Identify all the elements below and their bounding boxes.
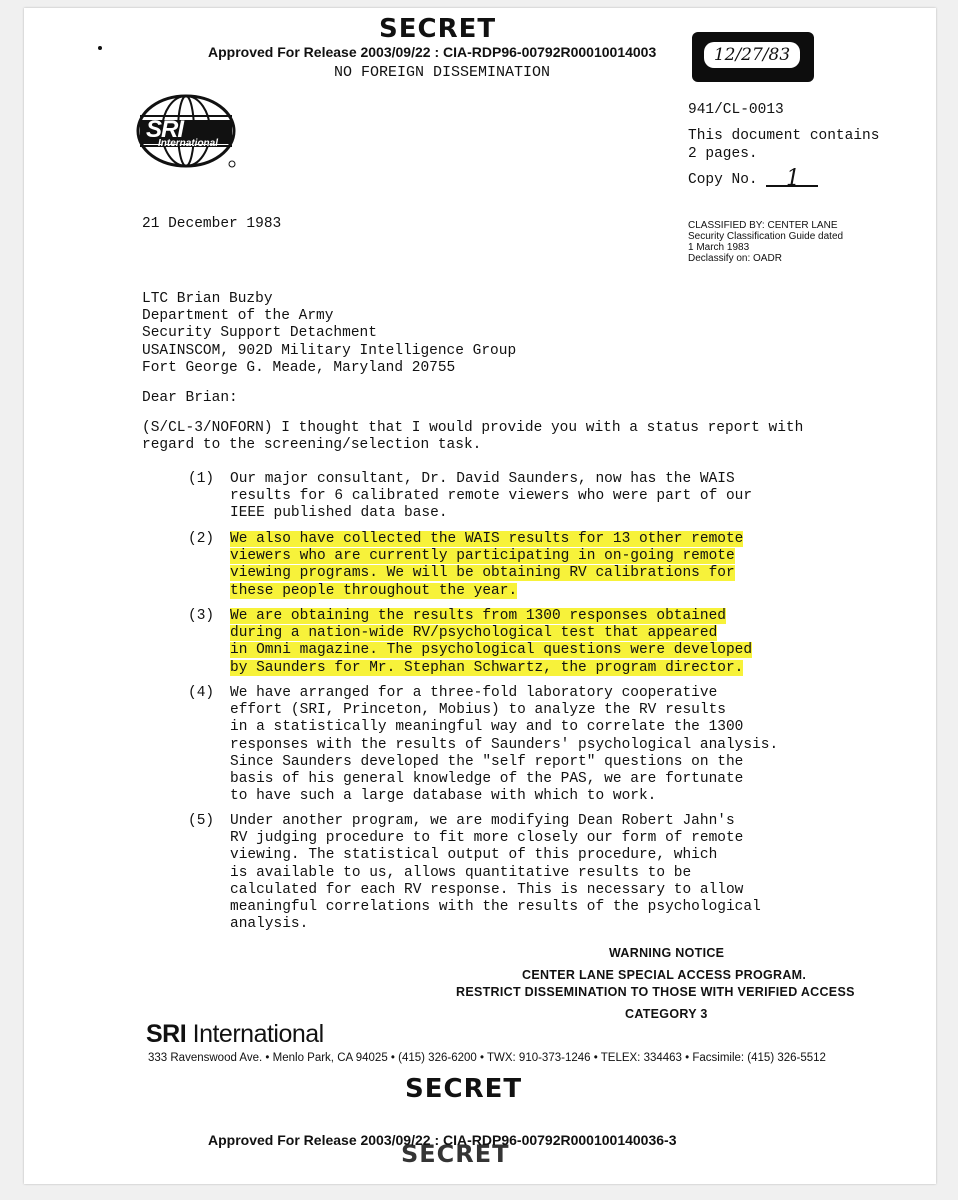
- recipient-line: Security Support Detachment: [142, 325, 377, 342]
- item-line-highlighted: viewers who are currently participating in on-going remote: [230, 548, 735, 565]
- recipient-line: Department of the Army: [142, 308, 334, 325]
- item-number-4: (4): [188, 685, 215, 701]
- intro-line: regard to the screening/selection task.: [142, 437, 482, 454]
- item-line: effort (SRI, Princeton, Mobius) to analyze the RV results: [230, 702, 726, 719]
- item-line: IEEE published data base.: [230, 505, 448, 522]
- footer-address: 333 Ravenswood Ave. • Menlo Park, CA 94025 • (415) 326-6200 • TWX: 910-373-1246 • TELEX: 334463 • Facsimile: (415) 326-5512: [148, 1052, 826, 1064]
- approved-release-bottom: Approved For Release 2003/09/22 : CIA-RDP96-00792R000100140036-3: [208, 1132, 677, 1148]
- document-contains-line2: 2 pages.: [688, 146, 758, 162]
- item-line: Since Saunders developed the "self report" questions on the: [230, 753, 744, 770]
- item-line-highlighted: during a nation-wide RV/psychological test that appeared: [230, 625, 718, 642]
- item-line-highlighted: We are obtaining the results from 1300 responses obtained: [230, 608, 726, 624]
- item-line: in a statistically meaningful way and to correlate the 1300: [230, 719, 744, 736]
- classified-line2: Security Classification Guide dated: [688, 231, 844, 242]
- secret-stamp-bottom: SECRET: [405, 1074, 523, 1104]
- item-number-1: (1): [188, 471, 215, 487]
- item-number-5: (5): [188, 813, 215, 829]
- item-text-3: [230, 608, 752, 677]
- item-line-highlighted: these people throughout the year.: [230, 582, 518, 599]
- secret-stamp-bottom-overlap: SECRET: [401, 1140, 510, 1168]
- intro-paragraph: [142, 420, 803, 454]
- item-line: Our major consultant, Dr. David Saunders, now has the WAIS: [230, 471, 735, 487]
- logo-text-sri: SRI: [146, 116, 184, 143]
- margin-dot: [98, 46, 102, 50]
- intro-line: (S/CL-3/NOFORN) I thought that I would provide you with a status report with: [142, 420, 804, 436]
- item-line-highlighted: We also have collected the WAIS results for 13 other remote: [230, 531, 744, 547]
- item-line: RV judging procedure to fit more closely our form of remote: [230, 830, 744, 847]
- item-line: analysis.: [230, 916, 309, 933]
- logo-text-international: International: [158, 138, 219, 149]
- item-line: responses with the results of Saunders' psychological analysis.: [230, 736, 779, 753]
- classified-line3: 1 March 1983: [688, 242, 750, 253]
- item-line: basis of his general knowledge of the PAS, we are fortunate: [230, 771, 744, 788]
- recipient-address: [142, 291, 516, 377]
- item-text-1: [230, 471, 752, 523]
- item-line: calculated for each RV response. This is necessary to allow: [230, 881, 744, 898]
- recipient-line: LTC Brian Buzby: [142, 291, 273, 307]
- item-text-4: [230, 685, 778, 805]
- item-text-5: [230, 813, 761, 933]
- classified-line1: CLASSIFIED BY: CENTER LANE: [688, 220, 838, 231]
- item-number-3: (3): [188, 608, 215, 624]
- recipient-line: USAINSCOM, 902D Military Intelligence Group: [142, 342, 517, 359]
- sri-logo: [136, 94, 240, 172]
- footer-sri-logo: [146, 1020, 324, 1049]
- classified-line4: Declassify on: OADR: [688, 253, 782, 264]
- item-line: Under another program, we are modifying Dean Robert Jahn's: [230, 813, 735, 829]
- salutation: Dear Brian:: [142, 390, 238, 406]
- copy-number-label: Copy No.: [688, 172, 758, 188]
- document-page: [24, 8, 936, 1184]
- recipient-line: Fort George G. Meade, Maryland 20755: [142, 359, 456, 376]
- date-stamp-text: 12/27/83: [704, 42, 800, 68]
- item-line: results for 6 calibrated remote viewers who were part of our: [230, 488, 753, 505]
- letter-date: 21 December 1983: [142, 216, 282, 232]
- item-line-highlighted: by Saunders for Mr. Stephan Schwartz, the program director.: [230, 659, 744, 676]
- date-stamp-box: [692, 32, 814, 82]
- item-line: We have arranged for a three-fold laboratory cooperative: [230, 685, 718, 701]
- copy-number-value: 1: [786, 166, 800, 191]
- item-line-highlighted: viewing programs. We will be obtaining RV calibrations for: [230, 565, 735, 582]
- item-line: meaningful correlations with the results of the psychological: [230, 899, 761, 916]
- item-number-2: (2): [188, 531, 215, 547]
- item-line-highlighted: in Omni magazine. The psychological questions were developed: [230, 642, 753, 659]
- item-text-2: [230, 531, 743, 600]
- secret-stamp-top: SECRET: [379, 14, 497, 44]
- item-line: is available to us, allows quantitative results to be: [230, 864, 692, 881]
- warning-notice-line2: RESTRICT DISSEMINATION TO THOSE WITH VERIFIED ACCESS: [456, 985, 855, 999]
- item-line: to have such a large database with which to work.: [230, 788, 657, 805]
- document-contains-line1: This document contains: [688, 128, 880, 144]
- warning-notice-title: WARNING NOTICE: [609, 946, 725, 960]
- footer-logo-bold: SRI: [146, 1020, 187, 1048]
- document-number: 941/CL-0013: [688, 102, 784, 118]
- approved-release-top: Approved For Release 2003/09/22 : CIA-RDP96-00792R00010014003: [208, 44, 657, 60]
- item-line: viewing. The statistical output of this procedure, which: [230, 847, 718, 864]
- classified-block: [688, 220, 843, 264]
- warning-notice-line3: CATEGORY 3: [625, 1007, 708, 1021]
- no-foreign-dissemination: NO FOREIGN DISSEMINATION: [334, 64, 551, 81]
- warning-notice-line1: CENTER LANE SPECIAL ACCESS PROGRAM.: [522, 968, 807, 982]
- footer-logo-light: International: [192, 1020, 324, 1048]
